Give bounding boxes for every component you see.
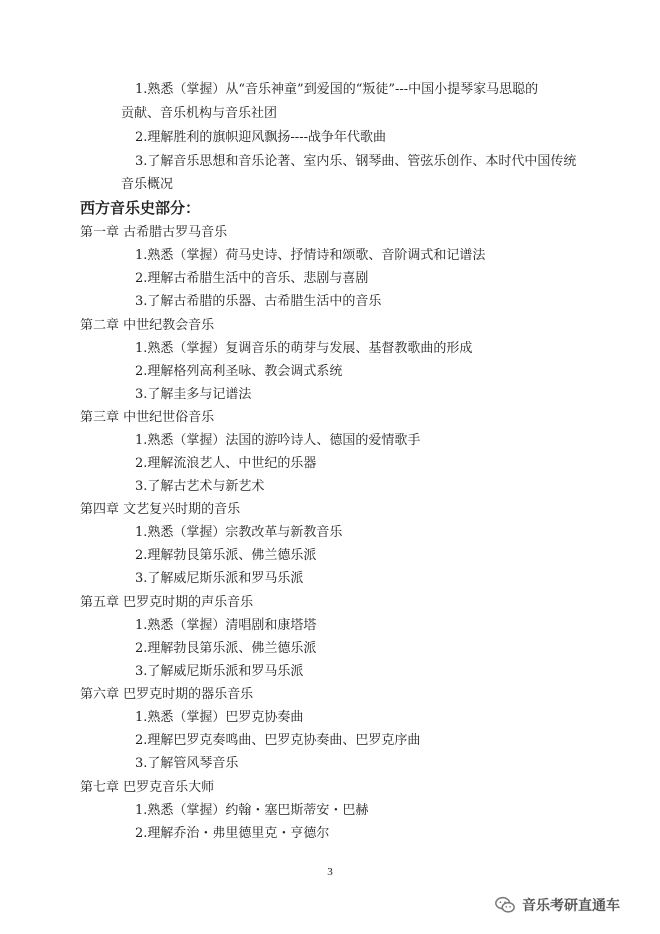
chapter-title: 第三章 中世纪世俗音乐	[80, 410, 215, 425]
section-title: 西方音乐史部分：	[80, 199, 201, 217]
chapter-title: 第七章 巴罗克音乐大师	[80, 780, 215, 795]
chapter-item: 2.理解乔治・弗里德里克・亨德尔	[135, 826, 330, 841]
chapter-title: 第六章 巴罗克时期的器乐音乐	[80, 687, 254, 702]
chapter-item: 2.理解古希腊生活中的音乐、悲剧与喜剧	[135, 271, 369, 286]
chapter-item: 2.理解勃艮第乐派、佛兰德乐派	[135, 641, 317, 656]
chapter-item: 3.了解威尼斯乐派和罗马乐派	[135, 571, 304, 586]
chapter-title: 第四章 文艺复兴时期的音乐	[80, 502, 241, 517]
watermark	[494, 892, 620, 918]
chapter-title: 第一章 古希腊古罗马音乐	[80, 225, 228, 240]
chapter-item: 3.了解圭多与记谱法	[135, 387, 252, 402]
intro-item-3-cont: 音乐概况	[121, 177, 174, 192]
intro-item-1: 1.熟悉（掌握）从“音乐神童”到爱国的“叛徒”---中国小提琴家马思聪的	[135, 82, 539, 97]
wechat-icon	[494, 894, 516, 916]
chapter-item: 3.了解古希腊的乐器、古希腊生活中的音乐	[135, 294, 382, 309]
chapter-item: 1.熟悉（掌握）荷马史诗、抒情诗和颂歌、音阶调式和记谱法	[135, 248, 486, 263]
watermark-text: 音乐考研直通车	[522, 898, 620, 914]
chapter-item: 1.熟悉（掌握）法国的游吟诗人、德国的爱情歌手	[135, 433, 421, 448]
chapter-title: 第二章 中世纪教会音乐	[80, 318, 215, 333]
chapter-item: 1.熟悉（掌握）巴罗克协奏曲	[135, 710, 304, 725]
chapter-item: 3.了解古艺术与新艺术	[135, 479, 265, 494]
chapter-item: 1.熟悉（掌握）复调音乐的萌芽与发展、基督教歌曲的形成	[135, 341, 473, 356]
intro-item-1-cont: 贡献、音乐机构与音乐社团	[121, 106, 278, 121]
chapter-item: 2.理解格列高利圣咏、教会调式系统	[135, 364, 343, 379]
chapter-title: 第五章 巴罗克时期的声乐音乐	[80, 595, 254, 610]
chapter-item: 3.了解管风琴音乐	[135, 756, 239, 771]
chapter-item: 1.熟悉（掌握）宗教改革与新教音乐	[135, 525, 343, 540]
chapter-item: 2.理解勃艮第乐派、佛兰德乐派	[135, 548, 317, 563]
chapter-item: 3.了解威尼斯乐派和罗马乐派	[135, 664, 304, 679]
intro-item-3: 3.了解音乐思想和音乐论著、室内乐、钢琴曲、管弦乐创作、本时代中国传统	[135, 154, 577, 169]
chapter-item: 1.熟悉（掌握）清唱剧和康塔塔	[135, 618, 317, 633]
chapter-item: 1.熟悉（掌握）约翰・塞巴斯蒂安・巴赫	[135, 803, 369, 818]
page-number: 3	[327, 866, 333, 878]
chapter-item: 2.理解流浪艺人、中世纪的乐器	[135, 456, 317, 471]
chapter-item: 2.理解巴罗克奏鸣曲、巴罗克协奏曲、巴罗克序曲	[135, 733, 421, 748]
intro-item-2: 2.理解胜利的旗帜迎风飘扬----战争年代歌曲	[135, 130, 386, 145]
